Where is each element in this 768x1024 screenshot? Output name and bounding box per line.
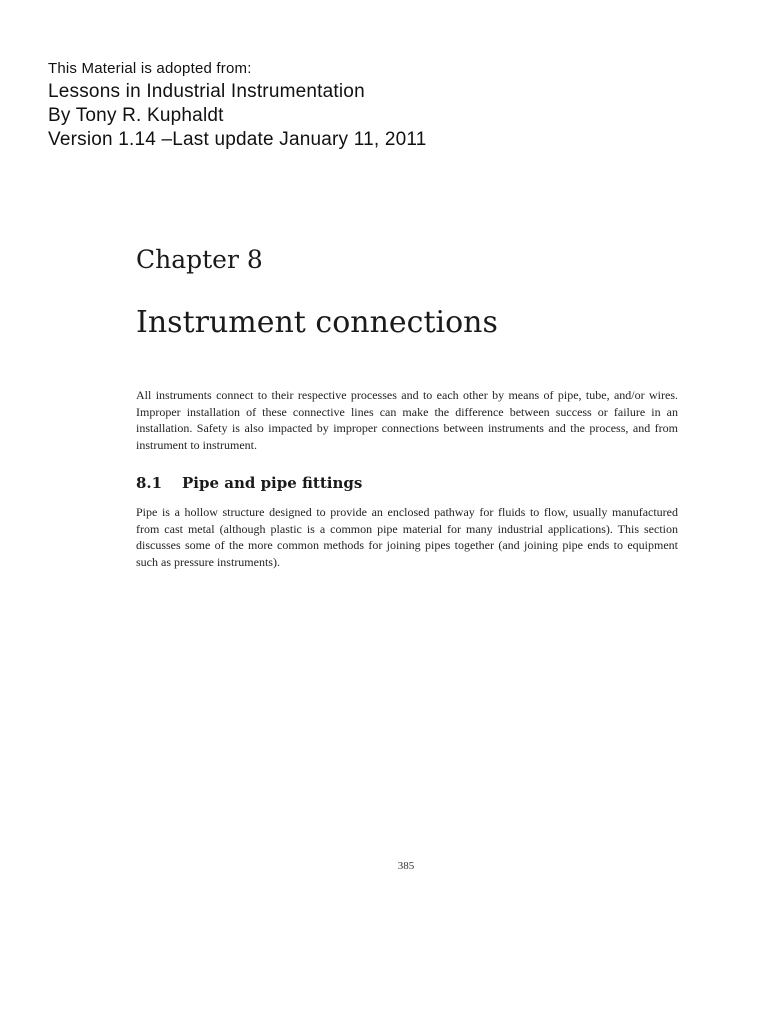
source-intro-text: This Material is adopted from: — [48, 60, 252, 77]
source-version: Version 1.14 –Last update January 11, 2011 — [48, 129, 427, 150]
chapter-intro-paragraph: All instruments connect to their respective processes and to each other by means of pipe, tube, and/or wires. Improper installation of these connective lines can make the difference between success or failure in an installation. Safety is also impacted by improper connections between instruments and the process, and from instrument to instrument. — [136, 388, 678, 452]
section-number: 8.1 — [136, 474, 163, 492]
chapter-label: Chapter 8 — [136, 245, 263, 274]
page-number: 385 — [397, 860, 415, 872]
section-heading — [136, 472, 362, 494]
source-attribution — [48, 58, 426, 152]
source-author: By Tony R. Kuphaldt — [48, 105, 224, 126]
section-body-paragraph: Pipe is a hollow structure designed to provide an enclosed pathway for fluids to flow, usually manufactured from cast metal (although plastic is a common pipe material for many industrial applications). This section discusses some of the more common methods for joining pipes together (and joining pipe ends to equipment such as pressure instruments). — [136, 505, 678, 569]
section-title: Pipe and pipe fittings — [182, 474, 363, 492]
source-book-title: Lessons in Industrial Instrumentation — [48, 81, 365, 102]
chapter-title: Instrument connections — [136, 305, 498, 340]
